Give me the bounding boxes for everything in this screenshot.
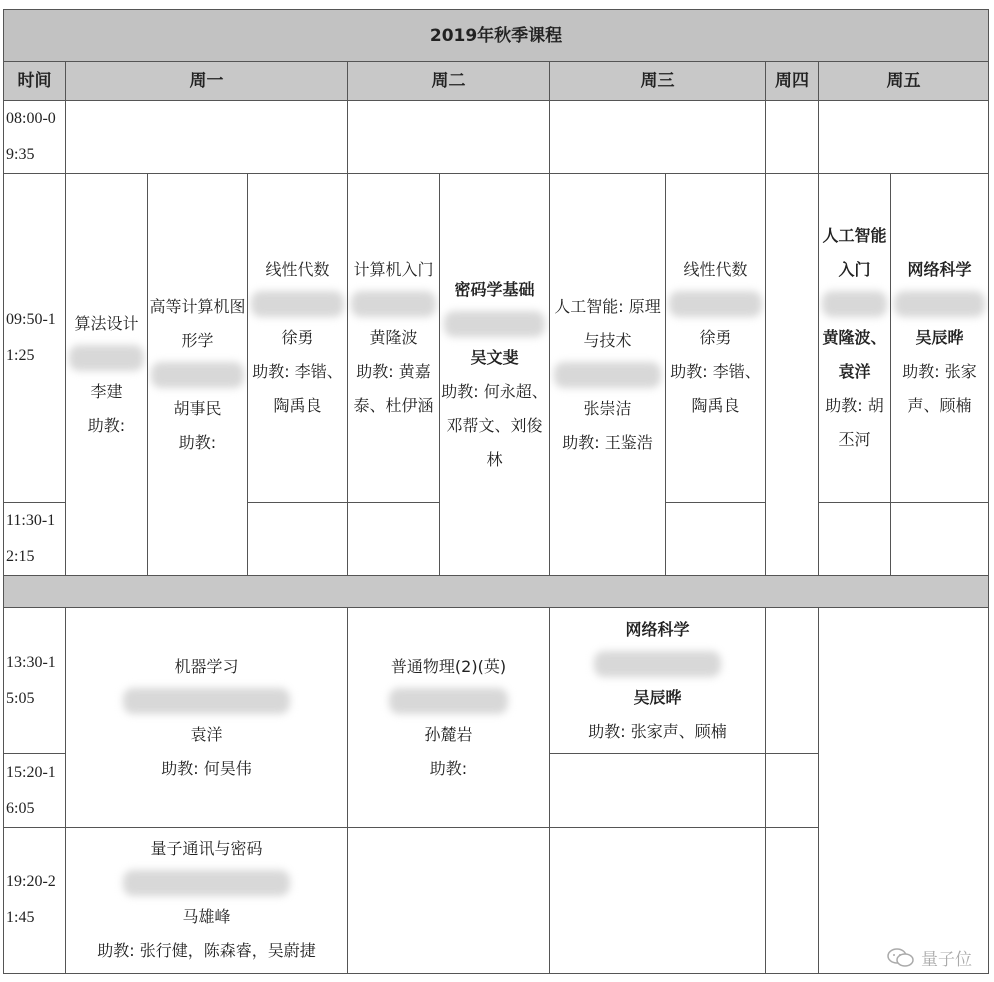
course-name: 计算机入门: [353, 259, 434, 279]
course-teacher: 黄隆波、袁洋: [822, 327, 887, 381]
course-teacher: 李建: [90, 381, 123, 401]
course-cell-pm-tue: [348, 608, 550, 828]
course-name: 线性代数: [265, 259, 330, 279]
lunch-break-divider: [4, 576, 989, 608]
blurred-course-code: [69, 345, 144, 371]
course-name: 线性代数: [683, 259, 748, 279]
blurred-course-code: [894, 291, 984, 317]
course-ta: 助教: 张家声、顾楠: [588, 721, 727, 741]
time-slot-6: 19:20-21:45: [4, 827, 66, 973]
empty-cell: [66, 100, 348, 174]
empty-cell: [766, 174, 819, 576]
header-monday: 周一: [66, 62, 348, 100]
course-name: 人工智能入门: [822, 225, 887, 279]
header-tuesday: 周二: [348, 62, 550, 100]
schedule-table: [3, 9, 989, 974]
watermark-text: 量子位: [921, 950, 972, 970]
blurred-course-code: [151, 362, 243, 388]
course-name: 密码学基础: [454, 279, 535, 299]
course-ta: 助教: 王鉴浩: [562, 432, 653, 452]
course-teacher: 马雄峰: [182, 907, 231, 927]
course-name: 普通物理(2)(英): [390, 656, 507, 676]
table-title: 2019年秋季课程: [4, 10, 989, 62]
course-cell-tue-b: [440, 174, 550, 576]
course-name: 人工智能: 原理与技术: [554, 296, 661, 350]
course-cell-tue-a: [348, 174, 440, 502]
header-thursday: 周四: [766, 62, 819, 100]
course-cell-fri-b: [891, 174, 989, 502]
wechat-icon: [887, 947, 915, 969]
course-name: 网络科学: [907, 259, 972, 279]
empty-cell: [248, 502, 348, 576]
blurred-course-code: [389, 688, 508, 714]
course-cell-wed-b: [666, 174, 766, 502]
blurred-course-code: [351, 291, 436, 317]
course-teacher: 徐勇: [699, 327, 732, 347]
course-cell-mon-a: [66, 174, 148, 576]
blurred-course-code: [669, 291, 761, 317]
empty-cell: [766, 608, 819, 754]
course-name: 量子通讯与密码: [150, 839, 263, 859]
course-cell-pm-wed: [550, 608, 766, 754]
watermark: [887, 945, 972, 970]
course-ta: 助教:: [429, 758, 468, 778]
blurred-course-code: [123, 870, 290, 896]
empty-cell: [819, 100, 989, 174]
course-name: 算法设计: [74, 313, 139, 333]
course-ta: 助教: 何昊伟: [161, 758, 252, 778]
course-teacher: 孙麓岩: [424, 724, 473, 744]
course-ta: 助教: 黄嘉泰、杜伊涵: [353, 361, 434, 415]
empty-cell: [766, 754, 819, 828]
blurred-course-code: [444, 311, 546, 337]
course-teacher: 吴辰晔: [633, 687, 682, 707]
time-slot-1: 08:00-09:35: [4, 100, 66, 174]
course-ta: 助教: 张家声、顾楠: [902, 361, 977, 415]
empty-cell: [550, 754, 766, 828]
course-teacher: 胡事民: [173, 398, 222, 418]
course-name: 高等计算机图形学: [149, 296, 246, 350]
empty-cell: [550, 100, 766, 174]
course-ta: 助教:: [87, 415, 126, 435]
course-name: 网络科学: [625, 619, 690, 639]
blurred-course-code: [594, 651, 722, 677]
empty-cell: [550, 827, 766, 973]
time-slot-2: 09:50-11:25: [4, 174, 66, 502]
course-name: 机器学习: [174, 656, 239, 676]
course-ta: 助教: 胡丕河: [825, 395, 884, 449]
course-teacher: 徐勇: [281, 327, 314, 347]
blurred-course-code: [822, 291, 888, 317]
empty-cell: [666, 502, 766, 576]
course-cell-wed-a: [550, 174, 666, 576]
course-teacher: 吴辰晔: [915, 327, 964, 347]
timetable: [3, 9, 988, 974]
empty-cell: [766, 827, 819, 973]
course-ta: 助教: 李锴、陶禹良: [670, 361, 761, 415]
course-cell-pm-mon: [66, 608, 348, 828]
header-friday: 周五: [819, 62, 989, 100]
header-wednesday: 周三: [550, 62, 766, 100]
time-slot-4: 13:30-15:05: [4, 608, 66, 754]
blurred-course-code: [123, 688, 290, 714]
course-ta: 助教: 何永超、邓帮文、刘俊林: [441, 381, 548, 469]
course-ta: 助教: 张行健，陈森睿，吴蔚捷: [97, 941, 316, 961]
course-cell-mon-b: [148, 174, 248, 576]
blurred-course-code: [554, 362, 661, 388]
empty-cell: [348, 502, 440, 576]
empty-cell: [891, 502, 989, 576]
course-teacher: 黄隆波: [369, 327, 418, 347]
empty-cell: [819, 608, 989, 974]
empty-cell: [819, 502, 891, 576]
empty-cell: [766, 100, 819, 174]
course-ta: 助教: 李锴、陶禹良: [252, 361, 343, 415]
time-slot-5: 15:20-16:05: [4, 754, 66, 828]
course-cell-eve-mon: [66, 827, 348, 973]
empty-cell: [348, 827, 550, 973]
course-cell-fri-a: [819, 174, 891, 502]
course-cell-mon-c: [248, 174, 348, 502]
time-slot-3: 11:30-12:15: [4, 502, 66, 576]
course-teacher: 袁洋: [190, 724, 223, 744]
header-time: 时间: [4, 62, 66, 100]
empty-cell: [348, 100, 550, 174]
course-teacher: 张崇洁: [583, 398, 632, 418]
blurred-course-code: [251, 291, 343, 317]
course-teacher: 吴文斐: [470, 347, 519, 367]
course-ta: 助教:: [178, 432, 217, 452]
